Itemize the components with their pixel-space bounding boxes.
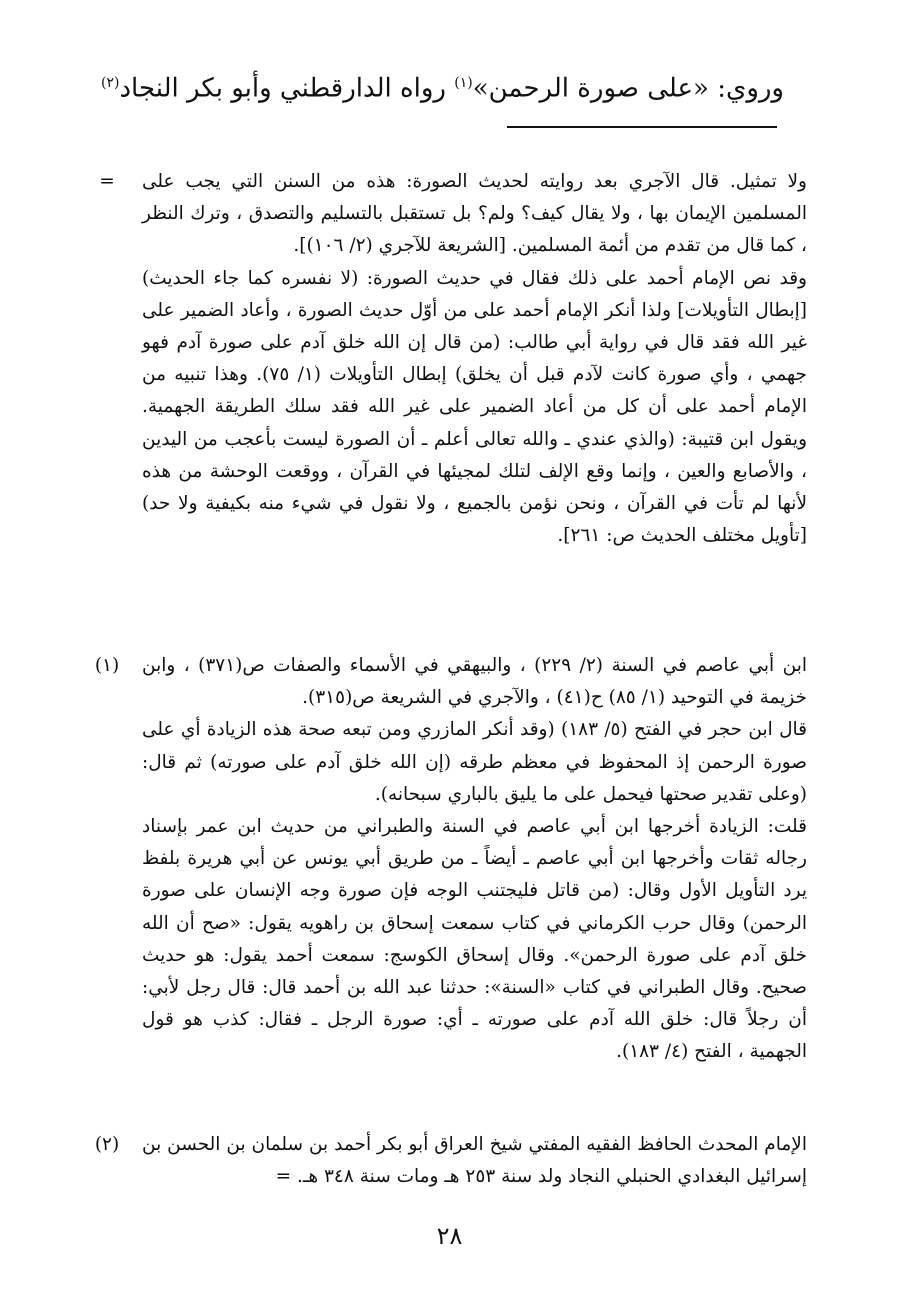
footnote-1-marker: (١) [94, 655, 120, 676]
footnote-1-paragraph: قال ابن حجر في الفتح (٥/ ١٨٣) (وقد أنكر المازري ومن تبعه صحة هذه الزيادة أي على صورة الرحمن إذ المحفوظ في معظم طرقه (إن الله خلق آدم على صورته) ثم قال: (وعلى تقدير صحتها فيحمل على ما يليق بالباري سبحانه). [142, 719, 807, 805]
footnote-ref-1: (١) [454, 75, 473, 91]
footnote-separator [507, 126, 777, 128]
main-text-part-2: رواه الدارقطني وأبو بكر النجاد [119, 73, 455, 104]
footnote-2 [142, 1129, 807, 1193]
footnote-ref-2: (٢) [101, 75, 120, 91]
main-text-part-1: وروي: «على صورة الرحمن» [472, 73, 784, 104]
footnote-1-paragraph: قلت: الزيادة أخرجها ابن أبي عاصم في السنة والطبراني من حديث ابن عمر بإسناد رجاله ثقات وأخرجها ابن أبي عاصم ـ أيضاً ـ من طريق أبي يونس عن أبي هريرة بلفظ يرد التأويل الأول وقال: (من قاتل فليجتنب الوجه فإن صورة وجه الإنسان على صورة الرحمن) وقال حرب الكرماني في كتاب سمعت إسحاق بن راهويه يقول: «صح أن الله خلق آدم على صورة الرحمن». وقال إسحاق الكوسج: سمعت أحمد يقول: هو حديث صحيح. وقال الطبراني في كتاب «السنة»: حدثنا عبد الله بن أحمد قال: قال رجل لأبي: أن رجلاً قال: خلق الله آدم على صورته ـ أي: صورة الرجل ـ فقال: كذب هو قول الجهمية ، الفتح (٤/ ١٨٣). [142, 816, 807, 1063]
footnote-1 [142, 650, 807, 1069]
footnote-continued-paragraph: ولا تمثيل. قال الآجري بعد روايته لحديث الصورة: هذه من السنن التي يجب على المسلمين الإيمان بها ، ولا يقال كيف؟ ولم؟ بل تستقبل بالتسليم والتصدق ، وترك النظر ، كما قال من تقدم من أئمة المسلمين. [الشريعة للآجري (٢/ ١٠٦)]. [142, 171, 807, 257]
footnote-1-paragraph: ابن أبي عاصم في السنة (٢/ ٢٢٩) ، والبيهقي في الأسماء والصفات ص(٣٧١) ، وابن خزيمة في التوحيد (١/ ٨٥) ح(٤١) ، والآجري في الشريعة ص(٣١٥). [142, 655, 807, 709]
main-text-line [94, 58, 784, 114]
footnote-2-marker: (٢) [94, 1134, 120, 1155]
footnote-2-paragraph: الإمام المحدث الحافظ الفقيه المفتي شيخ العراق أبو بكر أحمد بن سلمان بن الحسن بن إسرائيل البغدادي الحنبلي النجاد ولد سنة ٢٥٣ هـ ومات سنة ٣٤٨ هـ. = [142, 1134, 807, 1188]
page-number: ٢٨ [436, 1222, 463, 1250]
footnote-continued-paragraph: وقد نص الإمام أحمد على ذلك فقال في حديث الصورة: (لا نفسره كما جاء الحديث) [إبطال التأويلات] ولذا أنكر الإمام أحمد على من أوّل حديث الصورة ، وأعاد الضمير على غير الله فقد قال في رواية أبي طالب: (من قال إن الله خلق آدم على صورة آدم فهو جهمي ، وأي صورة كانت لآدم قبل أن يخلق) إبطال التأويلات (١/ ٧٥). وهذا تنبيه من الإمام أحمد على أن كل من أعاد الضمير على غير الله فقد سلك الطريقة الجهمية. ويقول ابن قتيبة: (والذي عندي ـ والله تعالى أعلم ـ أن الصورة ليست بأعجب من اليدين ، والأصابع والعين ، وإنما وقع الإلف لتلك لمجيئها في القرآن ، ووقعت الوحشة من هذه لأنها لم تأت في القرآن ، ونحن نؤمن بالجميع ، ولا نقول في شيء منه بكيفية ولا حد) [تأويل مختلف الحديث ص: ٢٦١]. [142, 267, 807, 547]
footnote-continued [142, 166, 807, 552]
continuation-marker: = [99, 171, 115, 192]
